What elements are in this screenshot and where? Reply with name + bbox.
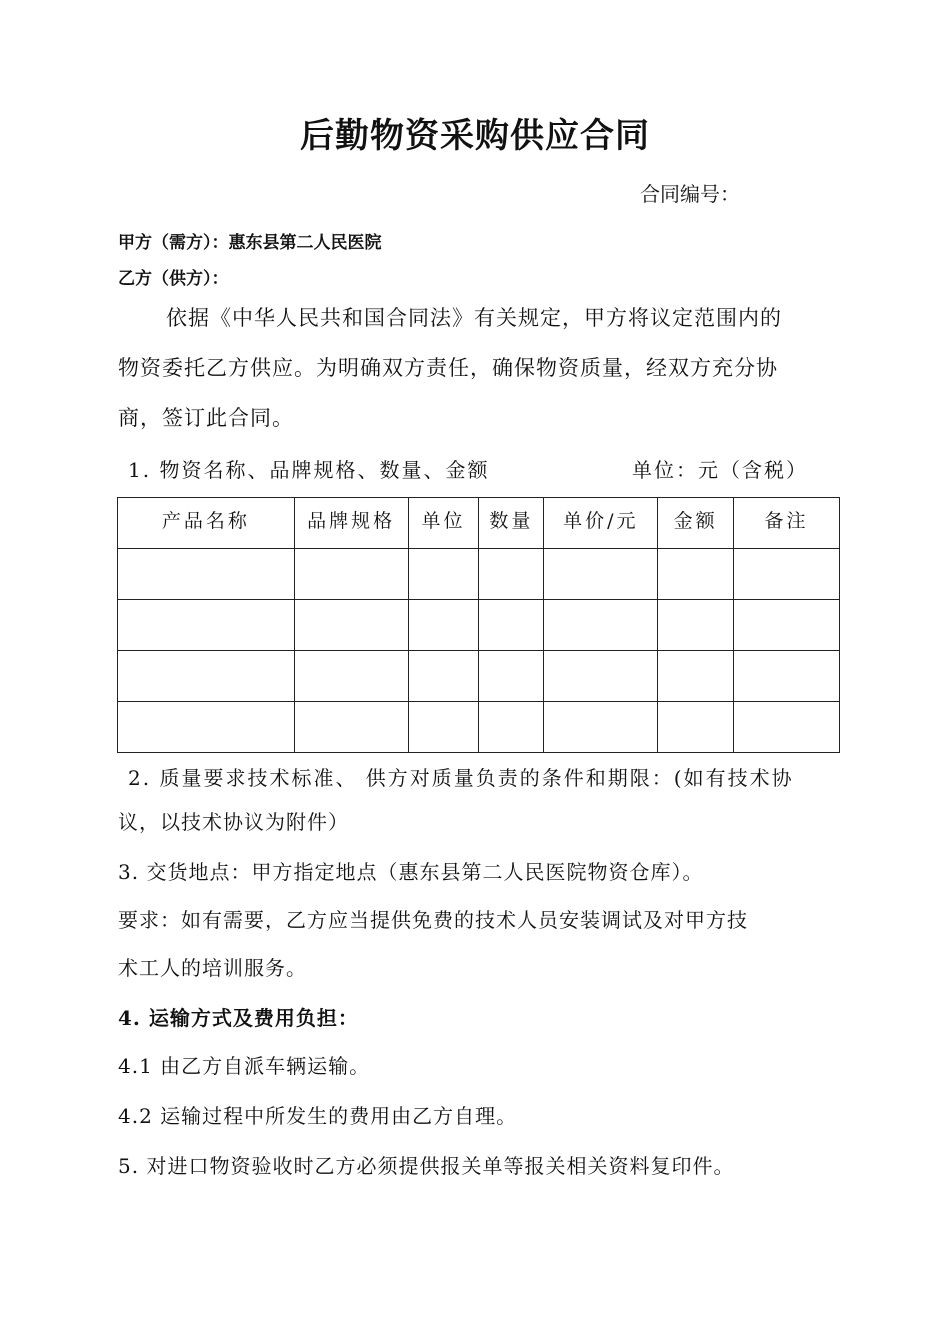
table-cell[interactable] — [294, 549, 408, 600]
table-cell[interactable] — [408, 651, 479, 702]
table-cell[interactable] — [734, 549, 840, 600]
section-4-heading: 4. 运输方式及费用负担： — [118, 1006, 359, 1030]
table-cell[interactable] — [118, 651, 295, 702]
table-cell[interactable] — [544, 702, 658, 753]
header-product-name: 产品名称 — [118, 498, 295, 549]
table-header-row — [118, 498, 840, 549]
table-row — [118, 651, 840, 702]
table-cell[interactable] — [479, 549, 544, 600]
table-cell[interactable] — [408, 702, 479, 753]
section-1-label: 1. 物资名称、品牌规格、数量、金额 — [128, 458, 490, 482]
section-1-unit: 单位：元（含税） — [632, 458, 808, 482]
table-cell[interactable] — [658, 702, 734, 753]
contract-number-label: 合同编号： — [640, 182, 740, 206]
header-remarks: 备注 — [734, 498, 840, 549]
table-row — [118, 600, 840, 651]
table-cell[interactable] — [479, 600, 544, 651]
table-cell[interactable] — [658, 600, 734, 651]
table-cell[interactable] — [408, 549, 479, 600]
table-cell[interactable] — [118, 702, 295, 753]
section-5-line: 5. 对进口物资验收时乙方必须提供报关单等报关相关资料复印件。 — [118, 1154, 735, 1178]
table-cell[interactable] — [734, 651, 840, 702]
party-a-line: 甲方（需方）：惠东县第二人民医院 — [118, 233, 382, 253]
intro-line-1: 依据《中华人民共和国合同法》有关规定，甲方将议定范围内的 — [166, 306, 782, 330]
table-cell[interactable] — [544, 549, 658, 600]
section-2-line-1: 2. 质量要求技术标准、 供方对质量负责的条件和期限：(如有技术协 — [128, 766, 794, 790]
table-cell[interactable] — [658, 549, 734, 600]
intro-line-3: 商，签订此合同。 — [118, 406, 294, 430]
table-cell[interactable] — [294, 702, 408, 753]
header-quantity: 数量 — [479, 498, 544, 549]
table-row — [118, 702, 840, 753]
section-4-1-line: 4.1 由乙方自派车辆运输。 — [118, 1054, 371, 1078]
section-4-2-line: 4.2 运输过程中所发生的费用由乙方自理。 — [118, 1104, 518, 1128]
header-unit: 单位 — [408, 498, 479, 549]
table-cell[interactable] — [479, 651, 544, 702]
table-cell[interactable] — [294, 651, 408, 702]
table-cell[interactable] — [658, 651, 734, 702]
header-unit-price: 单价/元 — [544, 498, 658, 549]
requirement-line-2: 术工人的培训服务。 — [118, 956, 307, 980]
table-cell[interactable] — [408, 600, 479, 651]
table-cell[interactable] — [734, 600, 840, 651]
section-3-line: 3. 交货地点：甲方指定地点（惠东县第二人民医院物资仓库）。 — [118, 860, 704, 884]
table-cell[interactable] — [118, 549, 295, 600]
document-title: 后勤物资采购供应合同 — [300, 116, 650, 156]
requirement-line-1: 要求：如有需要，乙方应当提供免费的技术人员安装调试及对甲方技 — [118, 908, 748, 932]
table-cell[interactable] — [294, 600, 408, 651]
table-cell[interactable] — [479, 702, 544, 753]
table-row — [118, 549, 840, 600]
section-2-line-2: 议，以技术协议为附件） — [118, 810, 349, 834]
materials-table — [117, 497, 840, 753]
party-b-line: 乙方（供方）： — [118, 269, 229, 289]
table-cell[interactable] — [544, 600, 658, 651]
table-cell[interactable] — [544, 651, 658, 702]
header-amount: 金额 — [658, 498, 734, 549]
table-cell[interactable] — [118, 600, 295, 651]
table-cell[interactable] — [734, 702, 840, 753]
header-brand-spec: 品牌规格 — [294, 498, 408, 549]
intro-line-2: 物资委托乙方供应。为明确双方责任，确保物资质量，经双方充分协 — [118, 356, 778, 380]
